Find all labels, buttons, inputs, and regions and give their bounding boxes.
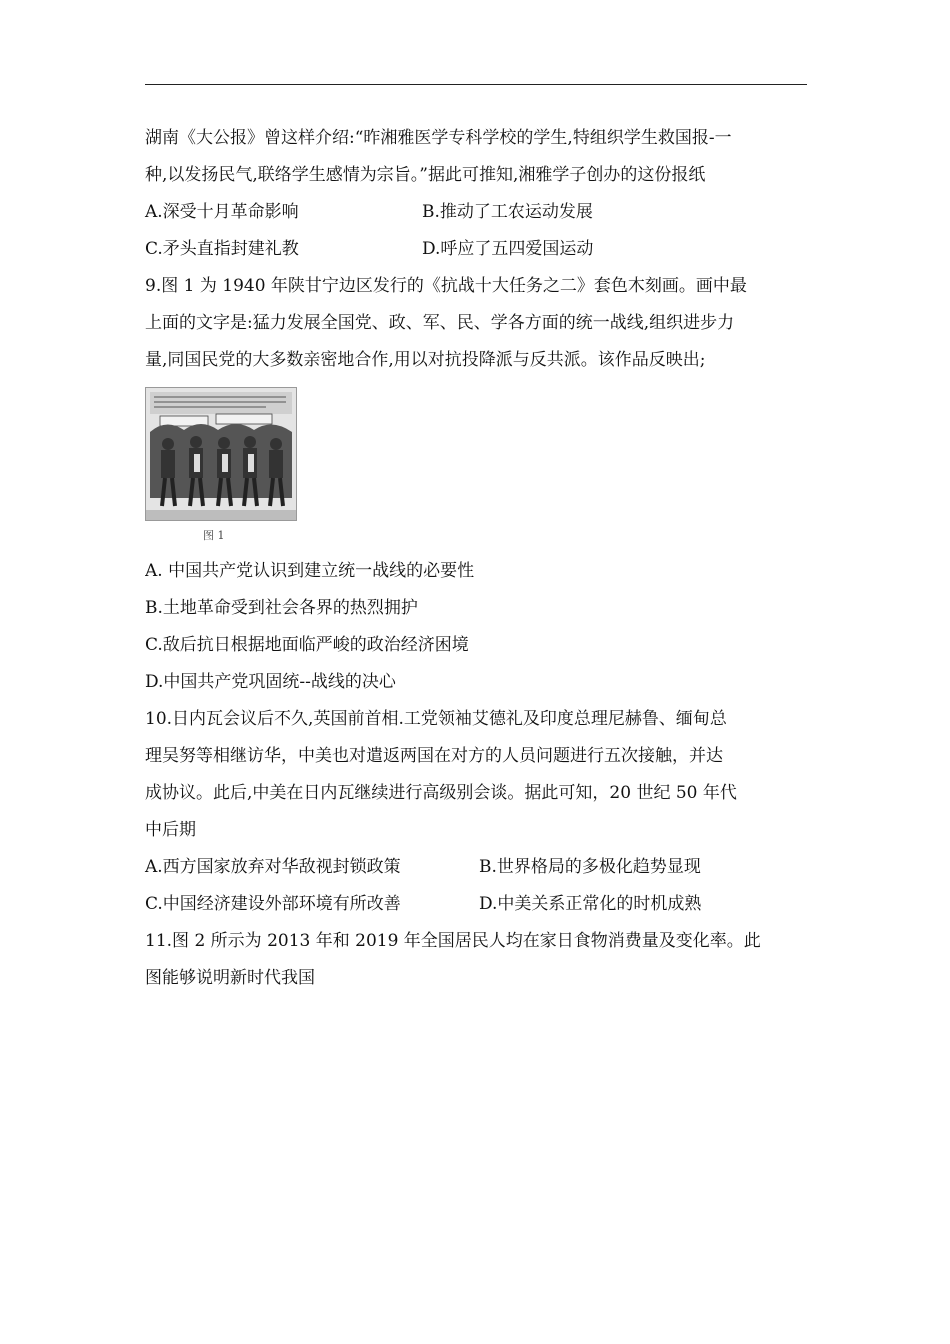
q10-options-row-2 xyxy=(145,886,807,923)
q8-option-c: C.矛头直指封建礼教 xyxy=(145,239,299,259)
question-8 xyxy=(145,120,807,268)
q9-stem-line: 上面的文字是:猛力发展全国党、政、军、民、学各方面的统一战线,组织进步力 xyxy=(145,313,735,333)
q8-stem-line: 种,以发扬民气,联络学生感情为宗旨。”据此可推知,湘雅学子创办的这份报纸 xyxy=(145,165,706,185)
q8-option-b: B.推动了工农运动发展 xyxy=(422,202,593,222)
q9-stem-line: 量,同国民党的大多数亲密地合作,用以对抗投降派与反共派。该作品反映出; xyxy=(145,350,706,370)
q8-option-d: D.呼应了五四爱国运动 xyxy=(422,239,594,259)
exam-page xyxy=(145,120,807,997)
question-11 xyxy=(145,923,807,997)
q11-stem-line: 11.图 2 所示为 2013 年和 2019 年全国居民人均在家日食物消费量及变化率。此 xyxy=(145,931,761,951)
figure-1 xyxy=(145,387,305,547)
q9-option-b: B.土地革命受到社会各界的热烈拥护 xyxy=(145,598,418,618)
q8-options-row-1 xyxy=(145,194,807,231)
q11-stem-line: 图能够说明新时代我国 xyxy=(145,968,315,988)
q8-option-a: A.深受十月革命影响 xyxy=(145,202,299,222)
q9-option-c: C.敌后抗日根据地面临严峻的政治经济困境 xyxy=(145,635,469,655)
q10-option-d: D.中美关系正常化的时机成熟 xyxy=(479,894,702,914)
q8-stem-line: 湖南《大公报》曾这样介绍:“昨湘雅医学专科学校的学生,特组织学生救国报-一 xyxy=(145,128,732,148)
q8-options-row-2 xyxy=(145,231,807,268)
q9-option-d: D.中国共产党巩固统--战线的决心 xyxy=(145,672,396,692)
q10-options-row-1 xyxy=(145,849,807,886)
q10-stem-line: 10.日内瓦会议后不久,英国前首相.工党领袖艾德礼及印度总理尼赫鲁、缅甸总 xyxy=(145,709,727,729)
q10-stem-line: 中后期 xyxy=(145,820,196,840)
woodcut-illustration xyxy=(146,388,296,520)
q10-stem-line: 成协议。此后,中美在日内瓦继续进行高级别会谈。据此可知，20 世纪 50 年代 xyxy=(145,783,737,803)
question-10 xyxy=(145,701,807,923)
figure-1-caption: 图 1 xyxy=(203,529,225,542)
q10-option-b: B.世界格局的多极化趋势显现 xyxy=(479,857,701,877)
q10-option-a: A.西方国家放弃对华敌视封锁政策 xyxy=(145,857,401,877)
q10-option-c: C.中国经济建设外部环境有所改善 xyxy=(145,894,401,914)
q9-stem-line: 9.图 1 为 1940 年陕甘宁边区发行的《抗战十大任务之二》套色木刻画。画中最 xyxy=(145,276,747,296)
woodcut-image xyxy=(145,387,297,521)
q10-stem-line: 理吴努等相继访华，中美也对遣返两国在对方的人员问题进行五次接触，并达 xyxy=(145,746,723,766)
q9-option-a: A. 中国共产党认识到建立统一战线的必要性 xyxy=(145,561,475,581)
header-rule xyxy=(145,84,807,85)
question-9 xyxy=(145,268,807,701)
